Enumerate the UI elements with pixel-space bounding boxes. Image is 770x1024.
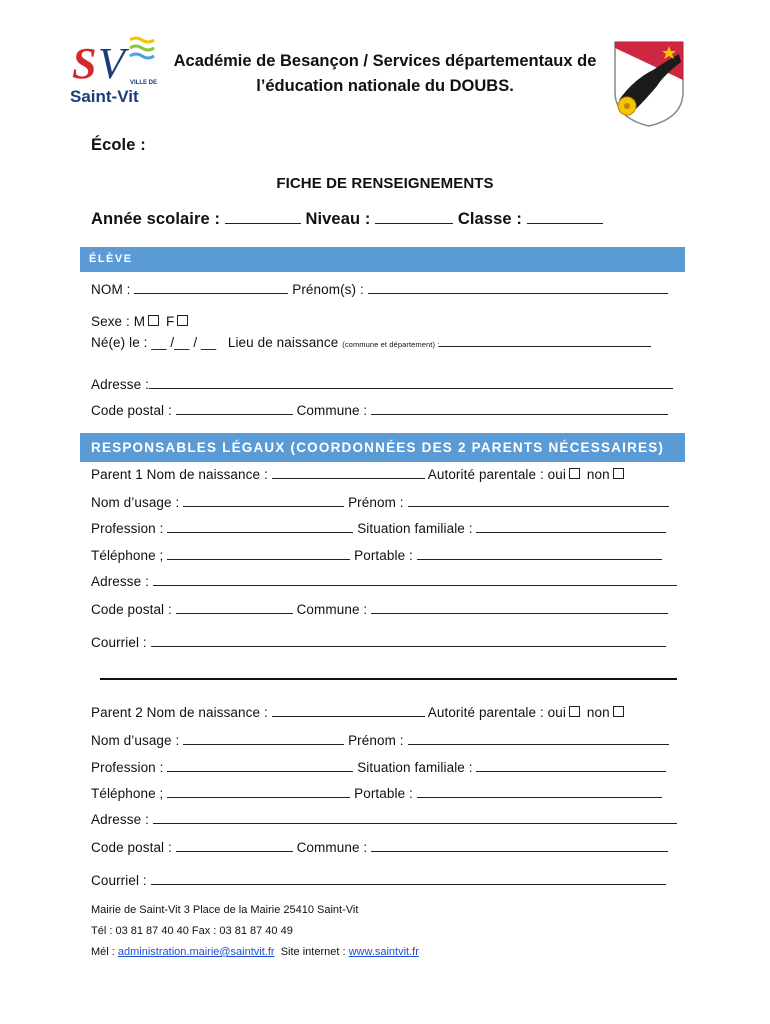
parent1-usage-field[interactable] (183, 494, 344, 507)
portable-label: Portable : (354, 548, 413, 563)
prenom-label: Prénom(s) : (292, 282, 364, 297)
parent2-oui-checkbox[interactable] (569, 706, 580, 717)
year-line (91, 210, 603, 229)
sexe-row (91, 314, 191, 329)
portable-label: Portable : (354, 786, 413, 801)
code-postal-label: Code postal : (91, 602, 172, 617)
eleve-cp-row (91, 402, 668, 418)
logo-name: Saint-Vit (70, 87, 139, 106)
parent1-profession-row (91, 520, 666, 536)
parent2-commune-field[interactable] (371, 839, 668, 852)
header-title-line2: l’éducation nationale du DOUBS. (256, 77, 514, 95)
parent2-nom-field[interactable] (272, 704, 425, 717)
eleve-banner (80, 247, 685, 272)
telephone-label: Téléphone ; (91, 548, 164, 563)
parent1-non-label: non (586, 467, 610, 482)
responsables-banner (80, 433, 685, 462)
niveau-label: Niveau : (305, 210, 371, 228)
adresse-label: Adresse : (91, 574, 149, 589)
parent1-adresse-field[interactable] (153, 573, 677, 586)
parent1-adresse-row (91, 573, 677, 589)
parent1-telephone-row (91, 547, 662, 563)
logo-side-text: VILLE DE (130, 80, 158, 86)
lieu-field[interactable] (439, 337, 651, 347)
code-postal-label: Code postal : (91, 403, 172, 418)
saint-vit-logo (68, 28, 163, 106)
site-label: Site internet : (280, 946, 346, 958)
parent2-cp-field[interactable] (176, 839, 293, 852)
sexe-label: Sexe : M (91, 314, 146, 329)
sexe-m-checkbox[interactable] (148, 315, 159, 326)
ecole-label: École : (91, 136, 146, 154)
prenom-label: Prénom : (348, 733, 404, 748)
parent2-telephone-field[interactable] (167, 785, 350, 798)
parent1-oui-checkbox[interactable] (569, 468, 580, 479)
footer-contact (91, 946, 419, 958)
footer-address: Mairie de Saint-Vit 3 Place de la Mairie 25410 Saint-Vit (91, 904, 359, 916)
parent1-nom-label: Parent 1 Nom de naissance : (91, 467, 268, 482)
footer-tel: Tél : 03 81 87 40 40 Fax : 03 81 87 40 49 (91, 925, 293, 937)
parent2-nom-label: Parent 2 Nom de naissance : (91, 705, 268, 720)
profession-label: Profession : (91, 521, 164, 536)
parent2-courriel-field[interactable] (151, 872, 666, 885)
svg-text:V: V (98, 39, 125, 88)
niveau-field[interactable] (375, 211, 453, 224)
parent2-autorite-label: Autorité parentale : oui (427, 705, 567, 720)
parent1-cp-row (91, 601, 668, 617)
eleve-nom-row (91, 281, 668, 297)
classe-label: Classe : (457, 210, 522, 228)
lieu-note: (commune et département) : (342, 340, 440, 349)
classe-field[interactable] (527, 211, 603, 224)
parent2-non-checkbox[interactable] (613, 706, 624, 717)
parent2-prenom-field[interactable] (408, 732, 669, 745)
adresse-label: Adresse : (91, 377, 149, 392)
parent2-non-label: non (586, 705, 610, 720)
parent1-profession-field[interactable] (167, 520, 353, 533)
parent2-cp-row (91, 839, 668, 855)
eleve-adresse-row (91, 376, 673, 392)
parent1-portable-field[interactable] (417, 547, 662, 560)
parent1-courriel-field[interactable] (151, 634, 666, 647)
eleve-banner-label: ÉLÈVE (89, 253, 133, 265)
form-title: FICHE DE RENSEIGNEMENTS (276, 175, 494, 192)
telephone-label: Téléphone ; (91, 786, 164, 801)
header-title-line1: Académie de Besançon / Services départementaux de (173, 52, 597, 70)
parent1-nom-field[interactable] (272, 466, 425, 479)
ne-le-label: Né(e) le : __ /__ / __ (91, 335, 217, 350)
nom-usage-label: Nom d’usage : (91, 495, 180, 510)
lieu-label: Lieu de naissance (227, 335, 339, 350)
commune-label: Commune : (296, 403, 368, 418)
parent1-telephone-field[interactable] (167, 547, 350, 560)
parent2-nom-row (91, 704, 627, 720)
parent2-usage-row (91, 732, 669, 748)
doubs-crest (613, 40, 685, 128)
parent1-prenom-field[interactable] (408, 494, 669, 507)
situation-label: Situation familiale : (357, 760, 473, 775)
sexe-f-label: F (165, 314, 175, 329)
nom-usage-label: Nom d’usage : (91, 733, 180, 748)
parent1-commune-field[interactable] (371, 601, 668, 614)
parent2-adresse-field[interactable] (153, 811, 677, 824)
eleve-adresse-field[interactable] (149, 376, 673, 389)
prenom-field[interactable] (368, 281, 668, 294)
annee-label: Année scolaire : (91, 210, 221, 228)
nom-label: NOM : (91, 282, 131, 297)
parent1-non-checkbox[interactable] (613, 468, 624, 479)
parent2-situation-field[interactable] (476, 759, 666, 772)
commune-label: Commune : (296, 840, 368, 855)
parent-separator (100, 678, 677, 680)
website-link[interactable]: www.saintvit.fr (348, 946, 419, 958)
parent2-profession-field[interactable] (167, 759, 353, 772)
adresse-label: Adresse : (91, 812, 149, 827)
parent2-adresse-row (91, 811, 677, 827)
email-link[interactable]: administration.mairie@saintvit.fr (117, 946, 275, 958)
header-title (150, 49, 620, 99)
responsables-banner-label: RESPONSABLES LÉGAUX (COORDONNÉES DES 2 PARENTS NÉCESSAIRES) (91, 440, 665, 455)
prenom-label: Prénom : (348, 495, 404, 510)
parent1-situation-field[interactable] (476, 520, 666, 533)
commune-label: Commune : (296, 602, 368, 617)
eleve-commune-field[interactable] (371, 402, 668, 415)
annee-field[interactable] (225, 211, 301, 224)
parent2-profession-row (91, 759, 666, 775)
naissance-row (91, 335, 651, 350)
sexe-f-checkbox[interactable] (177, 315, 188, 326)
situation-label: Situation familiale : (357, 521, 473, 536)
parent2-usage-field[interactable] (183, 732, 344, 745)
mel-label: Mél : (91, 946, 115, 958)
parent2-courriel-row (91, 872, 666, 888)
svg-text:S: S (72, 39, 97, 88)
code-postal-label: Code postal : (91, 840, 172, 855)
profession-label: Profession : (91, 760, 164, 775)
parent1-cp-field[interactable] (176, 601, 293, 614)
courriel-label: Courriel : (91, 873, 147, 888)
parent2-telephone-row (91, 785, 662, 801)
parent1-usage-row (91, 494, 669, 510)
parent2-portable-field[interactable] (417, 785, 662, 798)
parent1-autorite-label: Autorité parentale : oui (427, 467, 567, 482)
nom-field[interactable] (134, 281, 288, 294)
parent1-courriel-row (91, 634, 666, 650)
parent1-nom-row (91, 466, 627, 482)
eleve-cp-field[interactable] (176, 402, 293, 415)
courriel-label: Courriel : (91, 635, 147, 650)
